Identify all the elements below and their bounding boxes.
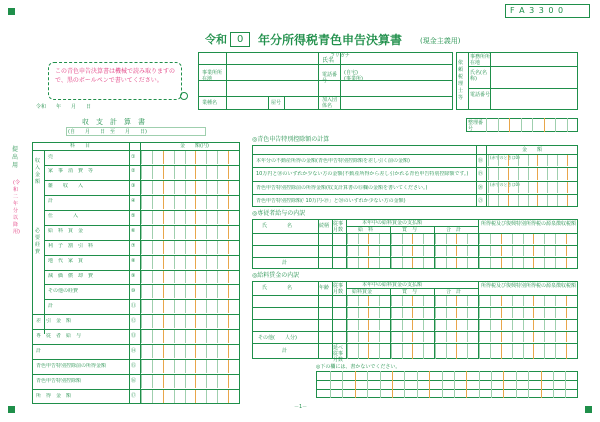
income-row-number: ⑨ <box>131 273 136 280</box>
label-trade-name: 屋号 <box>271 100 282 106</box>
family-col-relation: 続柄 <box>319 223 330 229</box>
amount-cells[interactable] <box>479 344 577 359</box>
amount-cells[interactable] <box>435 296 477 306</box>
amount-cells[interactable] <box>391 320 433 330</box>
special-deduction-col-amount: 金 額 <box>522 147 543 153</box>
special-deduction-title: ◎青色申告特別控除額の計算 <box>252 136 330 143</box>
income-row-number: ⑪ <box>131 302 137 309</box>
label-business-type: 業種名 <box>202 100 218 106</box>
income-row-number: ② <box>131 168 136 175</box>
family-col-withholding: 所得税及び復興特別所得税の源泉徴収税額 <box>481 221 577 227</box>
salary-col-age: 年齢 <box>319 285 330 291</box>
income-row-label: 青色申告特別控除前の所得金額 <box>36 362 107 369</box>
amount-cells[interactable] <box>479 246 577 256</box>
salary-col-months: 従事月数 <box>333 283 344 295</box>
amount-cells[interactable] <box>347 344 389 359</box>
amount-cells[interactable] <box>391 296 433 306</box>
page-title: 年分所得税青色申告決算書 <box>258 33 403 47</box>
label-phone-home: (自宅) <box>344 70 358 76</box>
income-row-number: ⑰ <box>131 392 137 399</box>
amount-cells[interactable] <box>479 296 577 306</box>
income-row-number: ⑮ <box>131 362 137 369</box>
amount-cells[interactable] <box>141 360 239 373</box>
special-deduction-note: (赤字のときは0) <box>490 181 520 187</box>
amount-cells[interactable] <box>435 234 477 244</box>
special-deduction-row-number: ⑳ <box>478 184 484 191</box>
notice-pin-icon <box>180 92 188 100</box>
income-row-label: 青色申告特別控除額 <box>36 377 82 384</box>
income-side-label: 提出用 <box>12 146 19 169</box>
amount-cells[interactable] <box>347 320 389 330</box>
col-item-header: 科 目 <box>70 143 91 149</box>
footer-note: ◎下の欄には、書かないでください。 <box>316 364 401 370</box>
salary-title: ◎給料賃金の内訳 <box>252 272 300 279</box>
family-col-payment: 本年中の給料賃金の支払額 <box>362 220 423 226</box>
income-side-label-year: (令和二年分以降用) <box>13 180 20 235</box>
salary-col-name: 氏 名 <box>262 285 293 291</box>
amount-cells[interactable] <box>141 256 239 269</box>
special-deduction-note: (赤字のときは0) <box>490 155 520 160</box>
amount-cells[interactable] <box>391 258 433 268</box>
amount-cells[interactable] <box>488 168 577 179</box>
income-row-label: 売 <box>48 153 54 160</box>
title-era: 令和 <box>205 33 227 46</box>
salary-total-label: 計 <box>282 348 288 354</box>
special-deduction-row-number: ㉑ <box>478 197 484 204</box>
notice-text: この青色申告決算書は機械で読み取りますので、黒のボールペンで書いてください。 <box>55 68 176 84</box>
label-furigana: フリガナ <box>330 53 350 59</box>
income-row-label: 計 <box>36 347 42 354</box>
amount-cells[interactable] <box>479 308 577 318</box>
salary-col-payment: 本年中の給料賃金の支払額 <box>362 282 423 288</box>
family-total-label: 計 <box>282 260 288 266</box>
income-section-title: 収 支 計 算 書 <box>82 118 145 126</box>
page-subtitle: (現金主義用) <box>420 37 461 45</box>
amount-cells[interactable] <box>141 271 239 284</box>
amount-cells[interactable] <box>141 285 239 298</box>
revenue-group-label: 収入金額 <box>35 158 41 185</box>
income-row-number: ③ <box>131 183 136 190</box>
amount-cells[interactable] <box>141 151 239 164</box>
income-row-label: 所 得 金 額 <box>36 392 72 399</box>
amount-cells[interactable] <box>141 211 239 224</box>
family-subcol-total: 合 計 <box>446 227 462 233</box>
income-row-number: ⑦ <box>131 243 136 250</box>
income-row-number: ⑧ <box>131 258 136 265</box>
amount-cells[interactable] <box>479 332 577 342</box>
income-row-number: ⑥ <box>131 228 136 235</box>
office-use-cells <box>330 371 578 398</box>
amount-cells[interactable] <box>479 234 577 244</box>
amount-cells[interactable] <box>141 330 239 343</box>
salary-subcol-total: 合 計 <box>446 289 462 295</box>
address-input[interactable] <box>228 66 316 94</box>
amount-cells[interactable] <box>347 258 389 268</box>
col-amount-header: 金 額(円) <box>180 143 209 149</box>
special-deduction-row-label: 本年分の不動産所得の金額(青色申告特別控除額を差し引く前の金額) <box>256 158 410 164</box>
special-deduction-row-label: 青色申告特別控除額(「10万円-⑲」と⑳のいずれか少ない方の金額) <box>256 197 406 204</box>
corner-mark-bl <box>8 406 15 413</box>
date-line: 令和 年 月 日 <box>36 104 92 110</box>
special-deduction-row-label: 10万円と⑱のいずれか少ない方の金額(不動産所得から差し引かれる青色申告特別控除額です。) <box>256 171 469 178</box>
label-tax-office-address: 事務所所在地 <box>470 54 491 66</box>
amount-cells[interactable] <box>435 246 477 256</box>
label-name: 氏名 <box>322 57 335 64</box>
amount-cells[interactable] <box>141 196 239 209</box>
income-row-label: 計 <box>48 302 54 309</box>
salary-col-withholding: 所得税及び復興特別所得税の源泉徴収税額 <box>481 283 577 289</box>
income-row-label: 地 代 家 賃 <box>48 258 84 265</box>
amount-cells[interactable] <box>141 375 239 388</box>
amount-cells[interactable] <box>347 234 389 244</box>
amount-cells[interactable] <box>347 308 389 318</box>
amount-cells[interactable] <box>141 315 239 328</box>
label-tax-office-name: 氏名(名称) <box>470 70 487 82</box>
special-deduction-row-number: ⑱ <box>478 158 484 164</box>
amount-cells[interactable] <box>435 258 477 268</box>
label-office-location: 事業所所在地 <box>202 70 223 82</box>
income-row-number: ⑫ <box>131 317 137 324</box>
amount-cells[interactable] <box>391 332 433 342</box>
family-subcol-salary: 給 料 <box>358 227 374 233</box>
income-row-number: ⑭ <box>131 347 137 354</box>
income-row-number: ⑬ <box>131 332 137 339</box>
amount-cells[interactable] <box>488 182 577 193</box>
income-row-label: 給 料 賃 金 <box>48 228 84 235</box>
page-number: －1－ <box>294 404 308 410</box>
amount-cells[interactable] <box>141 345 239 358</box>
income-row-label: 家 事 消 費 等 <box>48 168 94 175</box>
family-subcol-bonus: 賞 与 <box>402 227 418 233</box>
amount-cells[interactable] <box>488 155 577 166</box>
corner-mark-tl <box>8 8 15 15</box>
amount-cells[interactable] <box>141 390 239 403</box>
income-row-label: 計 <box>48 198 54 205</box>
income-row-number: ⑩ <box>131 287 136 294</box>
salary-subcol-salary: 給料賃金 <box>352 289 373 295</box>
business-type-input[interactable] <box>228 98 266 109</box>
label-seiri-number: 整理番号 <box>468 120 484 132</box>
amount-cells[interactable] <box>435 344 477 359</box>
trade-name-input[interactable] <box>286 98 316 109</box>
name-input[interactable] <box>342 56 450 78</box>
special-deduction-row-label: 青色申告特別控除前の所得金額(収支計算書の⑮欄の金額を書いてください。) <box>256 184 428 191</box>
label-tax-accountant-side: 依頼税理士等 <box>458 60 464 101</box>
label-tax-office-phone: 電話番号 <box>470 92 491 98</box>
amount-cells[interactable] <box>435 320 477 330</box>
amount-cells[interactable] <box>479 320 577 330</box>
year-box-value: 0 <box>237 34 244 45</box>
amount-cells[interactable] <box>347 296 389 306</box>
income-row-label: 専 従 者 給 与 <box>36 332 82 339</box>
label-phone-office: (事業所) <box>344 76 363 82</box>
label-member-id: 加入団体名 <box>322 97 338 109</box>
amount-cells[interactable] <box>347 246 389 256</box>
amount-cells[interactable] <box>141 241 239 254</box>
amount-cells[interactable] <box>391 246 433 256</box>
salary-fill-months-label: 延べ従事月数 <box>333 345 344 363</box>
income-row-number: ⑤ <box>131 213 136 220</box>
amount-cells[interactable] <box>141 181 239 194</box>
special-deduction-row-number: ⑲ <box>478 171 484 178</box>
family-employee-title: ◎専従者給与の内訳 <box>252 210 306 217</box>
income-row-label: 利 子 割 引 料 <box>48 243 94 250</box>
amount-cells[interactable] <box>391 344 433 359</box>
amount-cells[interactable] <box>141 300 239 313</box>
amount-cells[interactable] <box>479 258 577 268</box>
income-row-label: 減 価 償 却 費 <box>48 273 94 280</box>
income-row-number: ④ <box>131 198 136 205</box>
family-col-months: 従事月数 <box>333 221 344 233</box>
income-row-label: 差 引 金 額 <box>36 317 72 324</box>
amount-cells[interactable] <box>391 234 433 244</box>
salary-subcol-bonus: 賞 与 <box>402 289 418 295</box>
amount-cells[interactable] <box>141 226 239 239</box>
expense-group-label: 必要経費 <box>35 228 41 255</box>
period-box[interactable] <box>66 127 206 136</box>
amount-cells[interactable] <box>347 332 389 342</box>
amount-cells[interactable] <box>435 308 477 318</box>
income-row-number: ① <box>131 153 136 160</box>
amount-cells[interactable] <box>391 308 433 318</box>
income-row-label: その他の経費 <box>48 287 79 294</box>
label-phone: 電話番号 <box>322 72 338 84</box>
corner-mark-br <box>585 406 592 413</box>
amount-cells[interactable] <box>435 332 477 342</box>
income-row-label: 雑 収 入 <box>48 183 84 190</box>
family-col-name: 氏 名 <box>262 223 293 229</box>
income-row-number: ⑯ <box>131 377 137 384</box>
income-row-label: 仕 入 <box>48 213 79 220</box>
form-code: F A 3 3 0 0 <box>510 6 565 15</box>
salary-other-label: その他( 人分) <box>258 335 297 341</box>
amount-cells[interactable] <box>488 195 577 206</box>
amount-cells[interactable] <box>141 166 239 179</box>
income-period: (自 月 日 至 月 日) <box>68 129 147 135</box>
seiri-number-cells[interactable] <box>486 118 578 132</box>
